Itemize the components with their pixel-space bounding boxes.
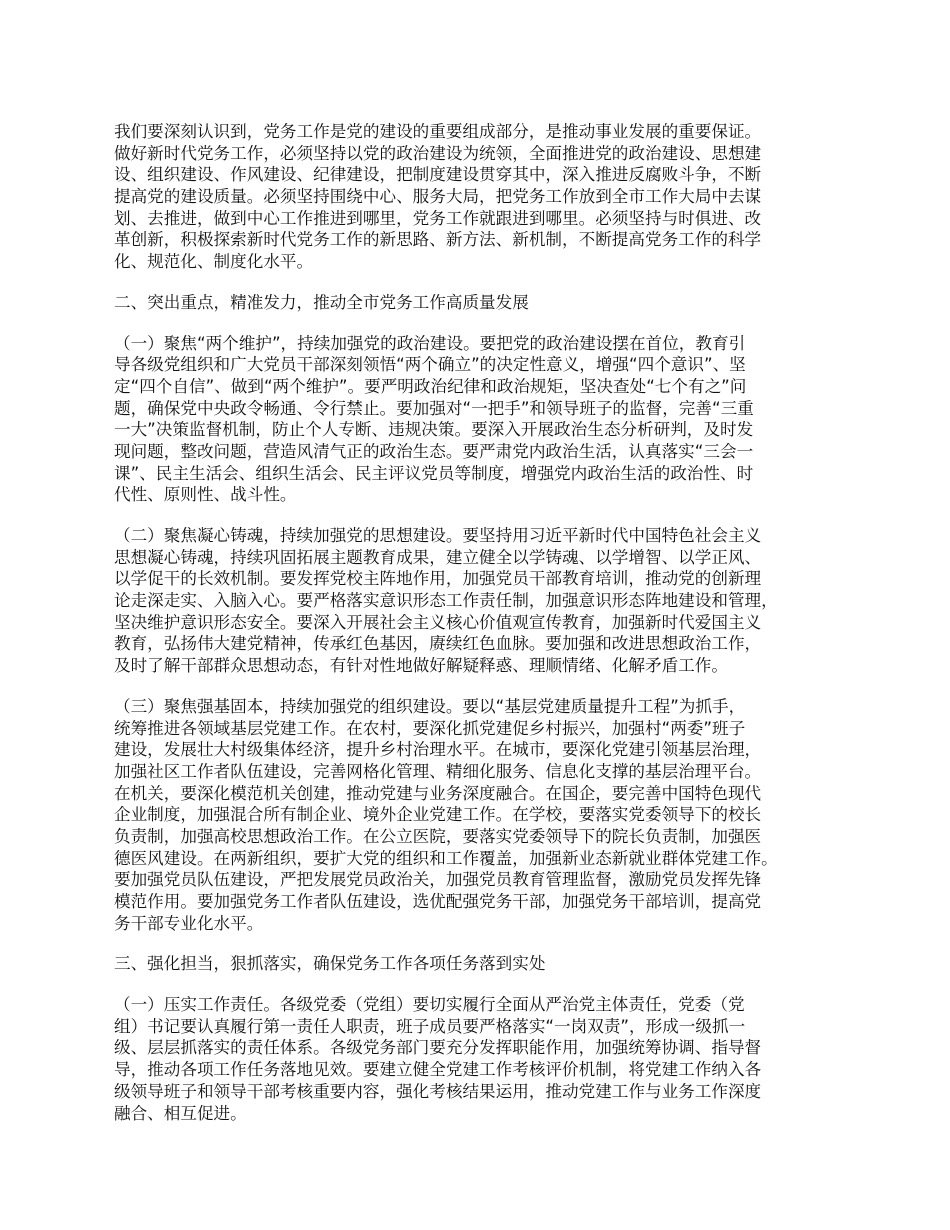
- text-line: 代性、原则性、战斗性。: [114, 485, 297, 505]
- text-line: 级、层层抓落实的责任体系。各级党务部门要充分发挥职能作用，加强统筹协调、指导督: [114, 1038, 762, 1058]
- text-line: 务干部专业化水平。: [114, 913, 264, 933]
- text-line: 题，确保党中央政令畅通、令行禁止。要加强对“一把手”和领导班子的监督，完善“三重: [114, 398, 754, 418]
- text-line: 划、去推进，做到中心工作推进到哪里，党务工作就跟进到哪里。必须坚持与时俱进、改: [114, 208, 762, 228]
- section-heading-2: [114, 292, 846, 314]
- text-line: 以学促干的长效机制。要发挥党校主阵地作用，加强党员干部教育培训，推动党的创新理: [114, 569, 762, 589]
- text-line: 模范作用。要加强党务工作者队伍建设，选优配强党务干部，加强党务干部培训，提高党: [114, 892, 762, 911]
- text-line: 思想凝心铸魂，持续巩固拓展主题教育成果，建立健全以学铸魂、以学增智、以学正风、: [114, 547, 762, 567]
- text-line: 教育，弘扬伟大建党精神，传承红色基因，赓续红色血脉。要加强和改进思想政治工作，: [114, 634, 762, 654]
- text-line: 提高党的建设质量。必须坚持围绕中心、服务大局，把党务工作放到全市工作大局中去谋: [114, 187, 762, 207]
- section-heading-3: [114, 953, 846, 975]
- text-line: 加强社区工作者队伍建设，完善网格化管理、精细化服务、信息化支撑的基层治理平台。: [114, 761, 762, 781]
- text-line: 革创新，积极探索新时代党务工作的新思路、新方法、新机制，不断提高党务工作的科学: [114, 230, 762, 250]
- text-line: 一大”决策监督机制，防止个人专断、违规决策。要深入开展政治生态分析研判，及时发: [114, 420, 754, 440]
- text-line: （二）聚焦凝心铸魂，持续加强党的思想建设。要坚持用习近平新时代中国特色社会主义: [114, 526, 762, 545]
- text-line: 建设，发展壮大村级集体经济，提升乡村治理水平。在城市，要深化党建引领基层治理，: [114, 740, 762, 760]
- text-line: 负责制，加强高校思想政治工作。在公立医院，要落实党委领导下的院长负责制，加强医: [114, 826, 762, 846]
- text-line: 组）书记要认真履行第一责任人职责，班子成员要严格落实“一岗双责”，形成一级抓一: [114, 1016, 746, 1036]
- text-line: 坚决维护意识形态安全。要深入开展社会主义核心价值观宣传教育，加强新时代爱国主义: [114, 612, 762, 632]
- text-line: 我们要深刻认识到，党务工作是党的建设的重要组成部分，是推动事业发展的重要保证。: [114, 122, 762, 141]
- paragraph-political-building: [114, 333, 846, 507]
- text-line: 要加强党员队伍建设，严把发展党员政治关，加强党员教育管理监督，激励党员发挥先锋: [114, 870, 762, 890]
- text-line: （一）压实工作责任。各级党委（党组）要切实履行全面从严治党主体责任，党委（党: [114, 995, 745, 1015]
- text-line: 论走深走实、入脑入心。要严格落实意识形态工作责任制，加强意识形态阵地建设和管理，: [114, 591, 778, 611]
- text-line: 德医风建设。在两新组织，要扩大党的组织和工作覆盖，加强新业态新就业群体党建工作。: [114, 848, 778, 868]
- text-line: （三）聚焦强基固本，持续加强党的组织建设。要以“基层党建质量提升工程”为抓手，: [114, 696, 746, 716]
- text-line: 企业制度，加强混合所有制企业、境外企业党建工作。在学校，要落实党委领导下的校长: [114, 805, 762, 825]
- text-line: 化、规范化、制度化水平。: [114, 252, 314, 272]
- text-line: 做好新时代党务工作，必须坚持以党的政治建设为统领，全面推进党的政治建设、思想建: [114, 143, 762, 163]
- paragraph-organizational-building: [114, 696, 846, 935]
- text-line: 课”、民主生活会、组织生活会、民主评议党员等制度，增强党内政治生活的政治性、时: [114, 463, 754, 483]
- document-body: [114, 121, 846, 1143]
- text-line: 设、组织建设、作风建设、纪律建设，把制度建设贯穿其中，深入推进反腐败斗争，不断: [114, 165, 762, 185]
- paragraph-responsibility: [114, 994, 846, 1124]
- text-line: 统筹推进各领域基层党建工作。在农村，要深化抓党建促乡村振兴，加强村“两委”班子: [114, 718, 746, 738]
- text-line: 及时了解干部群众思想动态，有针对性地做好解疑释惑、理顺情绪、化解矛盾工作。: [114, 656, 728, 676]
- text-line: 融合、相互促进。: [114, 1103, 247, 1123]
- paragraph-ideological-building: [114, 525, 846, 677]
- text-line: 现问题，整改问题，营造风清气正的政治生态。要严肃党内政治生活，认真落实“三会一: [114, 441, 754, 461]
- paragraph-intro: [114, 121, 846, 273]
- text-line: 级领导班子和领导干部考核重要内容，强化考核结果运用，推动党建工作与业务工作深度: [114, 1081, 762, 1101]
- text-line: 导，推动各项工作任务落地见效。要建立健全党建工作考核评价机制，将党建工作纳入各: [114, 1060, 762, 1080]
- text-line: 在机关，要深化模范机关创建，推动党建与业务深度融合。在国企，要完善中国特色现代: [114, 783, 762, 803]
- text-line: （一）聚焦“两个维护”，持续加强党的政治建设。要把党的政治建设摆在首位，教育引: [114, 333, 746, 353]
- heading-text: 三、强化担当，狠抓落实，确保党务工作各项任务落到实处: [114, 954, 546, 974]
- text-line: 定“四个自信”、做到“两个维护”。要严明政治纪律和政治规矩，坚决查处“七个有之”问: [114, 376, 747, 396]
- text-line: 导各级党组织和广大党员干部深刻领悟“两个确立”的决定性意义，增强“四个意识”、坚: [114, 355, 746, 375]
- heading-text: 二、突出重点，精准发力，推动全市党务工作高质量发展: [114, 292, 529, 312]
